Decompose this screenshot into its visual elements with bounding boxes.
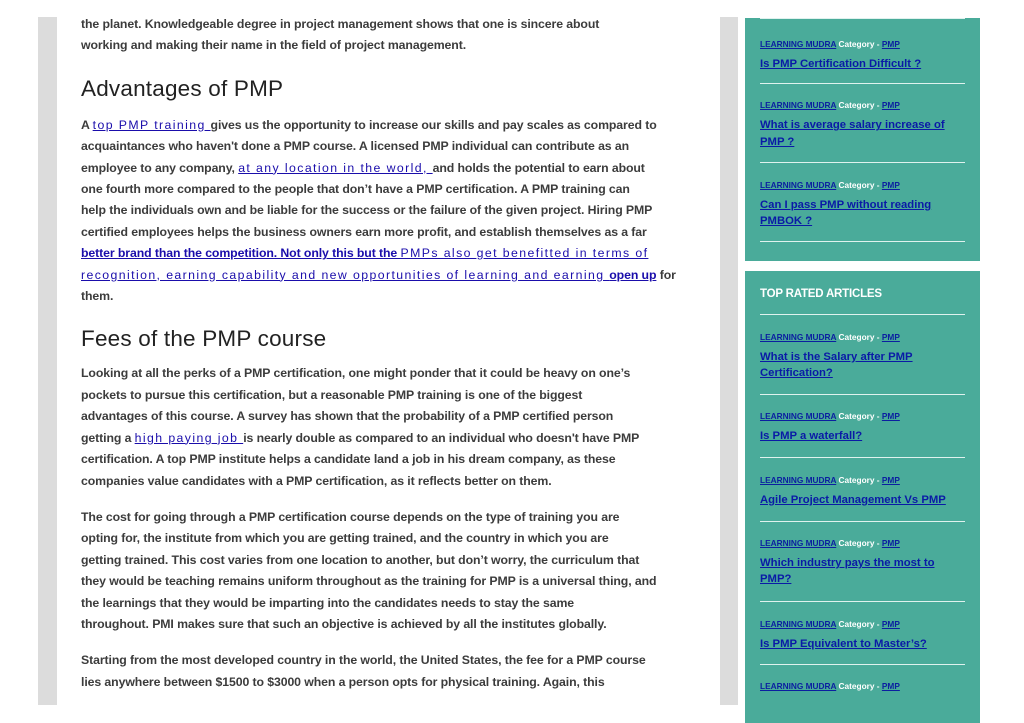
rated-item bbox=[760, 458, 965, 508]
article-meta: LEARNING MUDRA Category - PMP bbox=[760, 474, 900, 485]
adv-line: acquaintances who haven't done a PMP course. A licensed PMP individual can contribute as an bbox=[81, 139, 630, 154]
rated-item bbox=[760, 395, 965, 444]
category-link[interactable]: PMP bbox=[881, 410, 900, 421]
cost-line: opting for, the institute from which you are getting trained, and the country in which you are bbox=[81, 531, 609, 546]
sidebar bbox=[745, 17, 980, 692]
cost-line: they would be teaching remains uniform throughout as the training for PMP is a universal thing, and bbox=[81, 574, 657, 589]
top-rated-heading: TOP RATED ARTICLES bbox=[760, 288, 882, 300]
category-link[interactable]: PMP bbox=[881, 332, 900, 342]
related-item bbox=[760, 84, 965, 150]
adv-line: certified employees helps the business owners earn more profit, and establish themselves as a far bbox=[81, 224, 647, 239]
article-meta: LEARNING MUDRA Category - PMP bbox=[760, 39, 900, 49]
source-link[interactable]: LEARNING MUDRA bbox=[760, 100, 837, 111]
adv-line: employee to any company, at any location in the world, and holds the potential to earn about bbox=[81, 160, 645, 175]
article-meta: LEARNING MUDRA Category - PMP bbox=[760, 681, 900, 692]
fees-line: getting a high paying job is nearly double as compared to an individual who doesn't have PMP bbox=[81, 430, 640, 445]
source-link[interactable]: LEARNING MUDRA bbox=[760, 179, 837, 190]
adv-line bbox=[81, 243, 693, 264]
any-location-link[interactable]: at any location in the world, bbox=[238, 160, 433, 175]
category-link[interactable]: PMP bbox=[881, 618, 900, 629]
pmps-benefitted-link[interactable]: PMPs also get benefitted in terms of bbox=[400, 246, 649, 261]
source-link[interactable]: LEARNING MUDRA bbox=[760, 474, 837, 485]
article-body bbox=[81, 14, 693, 693]
article-link[interactable]: Can I pass PMP without reading PMBOK ? bbox=[760, 198, 932, 228]
fee-range-line: lies anywhere between $1500 to $3000 when a person opts for physical training. Again, this bbox=[81, 674, 605, 689]
rated-item bbox=[760, 602, 965, 652]
right-gutter-bar bbox=[720, 17, 738, 705]
category-link[interactable]: PMP bbox=[881, 538, 900, 549]
article-meta: LEARNING MUDRA Category - PMP bbox=[760, 179, 900, 190]
heading-advantages: Advantages of PMP bbox=[81, 75, 284, 101]
related-item bbox=[760, 163, 965, 230]
adv-line: recognition, earning capability and new opportunities of learning and earning open up for bbox=[81, 267, 676, 282]
rated-item bbox=[760, 522, 965, 588]
article-link[interactable]: Is PMP a waterfall? bbox=[760, 429, 863, 442]
rated-item bbox=[760, 665, 965, 691]
article-link[interactable]: Is PMP Certification Difficult ? bbox=[760, 58, 922, 70]
adv-line: one fourth more compared to the people that don’t have a PMP certification. A PMP training can bbox=[81, 182, 630, 197]
source-link[interactable]: LEARNING MUDRA bbox=[760, 538, 837, 549]
adv-line: them. bbox=[81, 289, 114, 304]
source-link[interactable]: LEARNING MUDRA bbox=[760, 332, 837, 342]
related-item bbox=[760, 19, 965, 72]
related-articles-panel bbox=[745, 18, 980, 261]
adv-line: A top PMP training gives us the opportunity to increase our skills and pay scales as compared to bbox=[81, 117, 657, 132]
intro-line: the planet. Knowledgeable degree in project management shows that one is sincere about bbox=[81, 17, 600, 31]
article-meta: LEARNING MUDRA Category - PMP bbox=[760, 618, 900, 629]
open-up-link[interactable]: open up bbox=[609, 267, 657, 282]
article-meta: LEARNING MUDRA Category - PMP bbox=[760, 100, 900, 111]
fees-line: pockets to pursue this certification, but a reasonable PMP training is one of the biggest bbox=[81, 387, 583, 402]
article-meta: LEARNING MUDRA Category - PMP bbox=[760, 332, 900, 342]
category-link[interactable]: PMP bbox=[881, 179, 900, 190]
category-link[interactable]: PMP bbox=[881, 100, 900, 111]
article-link[interactable]: What is the Salary after PMP Certification? bbox=[760, 351, 913, 380]
source-link[interactable]: LEARNING MUDRA bbox=[760, 681, 837, 692]
rated-item bbox=[760, 315, 965, 382]
adv-line: help the individuals own and be liable for the success or the failure of the given project. Hiring PMP bbox=[81, 203, 653, 218]
source-link[interactable]: LEARNING MUDRA bbox=[760, 618, 837, 629]
fees-line: advantages of this course. A survey has shown that the probability of a PMP certified person bbox=[81, 409, 614, 424]
cost-line: getting trained. This cost varies from one location to another, but don’t worry, the curriculum that bbox=[81, 552, 640, 567]
article-meta: LEARNING MUDRA Category - PMP bbox=[760, 410, 900, 421]
better-brand-link[interactable]: better brand than the competition. Not only this but the bbox=[81, 246, 401, 261]
category-link[interactable]: PMP bbox=[881, 39, 900, 49]
source-link[interactable]: LEARNING MUDRA bbox=[760, 410, 837, 421]
heading-fees: Fees of the PMP course bbox=[81, 326, 327, 352]
article-link[interactable]: Is PMP Equivalent to Master’s? bbox=[760, 637, 927, 650]
recognition-link[interactable]: recognition, earning capability and new opportunities of learning and earning bbox=[81, 267, 610, 282]
article-link[interactable]: Agile Project Management Vs PMP bbox=[760, 493, 946, 506]
fees-line: companies value candidates with a PMP certification, as it reflects better on them. bbox=[81, 473, 552, 488]
high-paying-job-link[interactable]: high paying job bbox=[134, 430, 244, 445]
article-link[interactable]: Which industry pays the most to PMP? bbox=[760, 557, 935, 586]
cost-line: The cost for going through a PMP certification course depends on the type of training you are bbox=[81, 509, 620, 524]
left-gutter-bar bbox=[38, 17, 57, 705]
article-link[interactable]: What is average salary increase of PMP ? bbox=[760, 119, 945, 148]
fees-line: Looking at all the perks of a PMP certification, one might ponder that it could be heavy on one’s bbox=[81, 366, 631, 381]
cost-line: throughout. PMI makes sure that such an objective is achieved by all the institutes globally. bbox=[81, 616, 607, 631]
intro-line: working and making their name in the field of project management. bbox=[81, 38, 467, 53]
source-link[interactable]: LEARNING MUDRA bbox=[760, 39, 837, 49]
top-pmp-training-link[interactable]: top PMP training bbox=[92, 117, 211, 132]
top-rated-panel bbox=[745, 271, 980, 723]
cost-line: the learnings that they would be imparting into the candidates needs to stay the same bbox=[81, 595, 575, 610]
category-link[interactable]: PMP bbox=[881, 681, 900, 692]
fees-line: certification. A top PMP institute helps a candidate land a job in his dream company, as these bbox=[81, 452, 616, 467]
category-link[interactable]: PMP bbox=[881, 474, 900, 485]
article-meta: LEARNING MUDRA Category - PMP bbox=[760, 538, 900, 549]
fee-range-line: Starting from the most developed country in the world, the United States, the fee for a PMP course bbox=[81, 653, 646, 668]
